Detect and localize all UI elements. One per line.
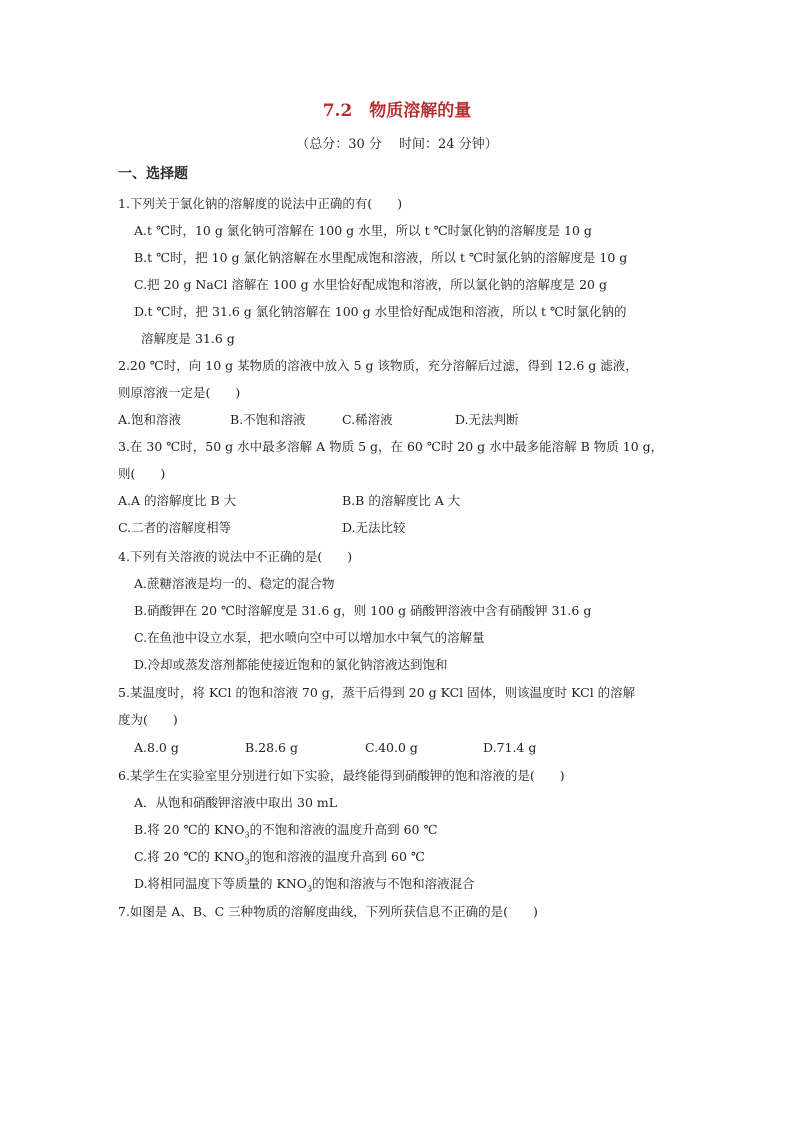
question-7-stem: 7.如图是 A、B、C 三种物质的溶解度曲线，下列所获信息不正确的是( ) bbox=[118, 904, 538, 919]
question-2-stem-cont: 则原溶液一定是( ) bbox=[118, 385, 241, 400]
question-5-option-c: C.40.0 g bbox=[365, 740, 418, 755]
page-title: 7.2 物质溶解的量 bbox=[322, 101, 472, 121]
question-2-option-a: A.饱和溶液 bbox=[118, 412, 182, 427]
question-2-option-b: B.不饱和溶液 bbox=[230, 412, 306, 427]
question-4-option-b: B.硝酸钾在 20 ℃时溶解度是 31.6 g，则 100 g 硝酸钾溶液中含有硝酸钾 31.6 g bbox=[134, 603, 592, 618]
question-1-option-d-cont: 溶解度是 31.6 g bbox=[141, 331, 235, 346]
question-5-option-a: A.8.0 g bbox=[134, 740, 179, 755]
question-4-option-c: C.在鱼池中设立水泵，把水喷向空中可以增加水中氧气的溶解量 bbox=[134, 630, 485, 645]
question-5-stem: 5.某温度时，将 KCl 的饱和溶液 70 g，蒸干后得到 20 g KCl 固体，则该温度时 KCl 的溶解 bbox=[118, 685, 636, 700]
question-6-option-a: A．从饱和硝酸钾溶液中取出 30 mL bbox=[134, 795, 338, 810]
question-1-option-a: A.t ℃时，10 g 氯化钠可溶解在 100 g 水里，所以 t ℃时氯化钠的溶解度是 10 g bbox=[134, 223, 592, 238]
question-4-option-a: A.蔗糖溶液是均一的、稳定的混合物 bbox=[134, 576, 335, 591]
question-3-option-c: C.二者的溶解度相等 bbox=[118, 520, 232, 535]
section-heading: 一、选择题 bbox=[118, 166, 188, 182]
question-3-option-a: A.A 的溶解度比 B 大 bbox=[118, 493, 237, 508]
question-6-option-d: D.将相同温度下等质量的 $KNO_3$的饱和溶液与不饱和溶液混合 bbox=[134, 876, 475, 894]
question-1-stem: 1.下列关于氯化钠的溶解度的说法中正确的有( ) bbox=[118, 196, 403, 211]
question-5-option-d: D.71.4 g bbox=[483, 740, 537, 755]
question-6-option-b: B.将 20 ℃的 $KNO_3$的不饱和溶液的温度升高到 60 ℃ bbox=[134, 822, 438, 840]
question-1-option-b: B.t ℃时，把 10 g 氯化钠溶解在水里配成饱和溶液，所以 t ℃时氯化钠的溶解度是 10 g bbox=[134, 250, 628, 265]
question-2-stem: 2.20 ℃时，向 10 g 某物质的溶液中放入 5 g 该物质，充分溶解后过滤，得到 12.6 g 滤液， bbox=[118, 358, 638, 373]
question-3-option-d: D.无法比较 bbox=[342, 520, 406, 535]
question-3-option-b: B.B 的溶解度比 A 大 bbox=[342, 493, 461, 508]
question-6-option-c: C.将 20 ℃的 $KNO_3$的饱和溶液的温度升高到 60 ℃ bbox=[134, 849, 425, 867]
question-3-stem-cont: 则( ) bbox=[118, 466, 166, 481]
question-4-option-d: D.冷却或蒸发溶剂都能使接近饱和的氯化钠溶液达到饱和 bbox=[134, 657, 448, 672]
question-2-option-d: D.无法判断 bbox=[455, 412, 519, 427]
page-subtitle: （总分：30 分 时间：24 分钟） bbox=[296, 137, 498, 152]
question-4-stem: 4.下列有关溶液的说法中不正确的是( ) bbox=[118, 549, 353, 564]
question-3-stem: 3.在 30 ℃时，50 g 水中最多溶解 A 物质 5 g，在 60 ℃时 20 g 水中最多能溶解 B 物质 10 g， bbox=[118, 439, 664, 454]
question-1-option-d: D.t ℃时，把 31.6 g 氯化钠溶解在 100 g 水里恰好配成饱和溶液，所以 t ℃时氯化钠的 bbox=[134, 304, 627, 319]
question-1-option-c: C.把 20 g NaCl 溶解在 100 g 水里恰好配成饱和溶液，所以氯化钠的溶解度是 20 g bbox=[134, 277, 607, 292]
question-6-stem: 6.某学生在实验室里分别进行如下实验，最终能得到硝酸钾的饱和溶液的是( ) bbox=[118, 768, 565, 783]
question-5-option-b: B.28.6 g bbox=[245, 740, 298, 755]
question-2-option-c: C.稀溶液 bbox=[342, 412, 393, 427]
question-5-stem-cont: 度为( ) bbox=[118, 712, 178, 727]
